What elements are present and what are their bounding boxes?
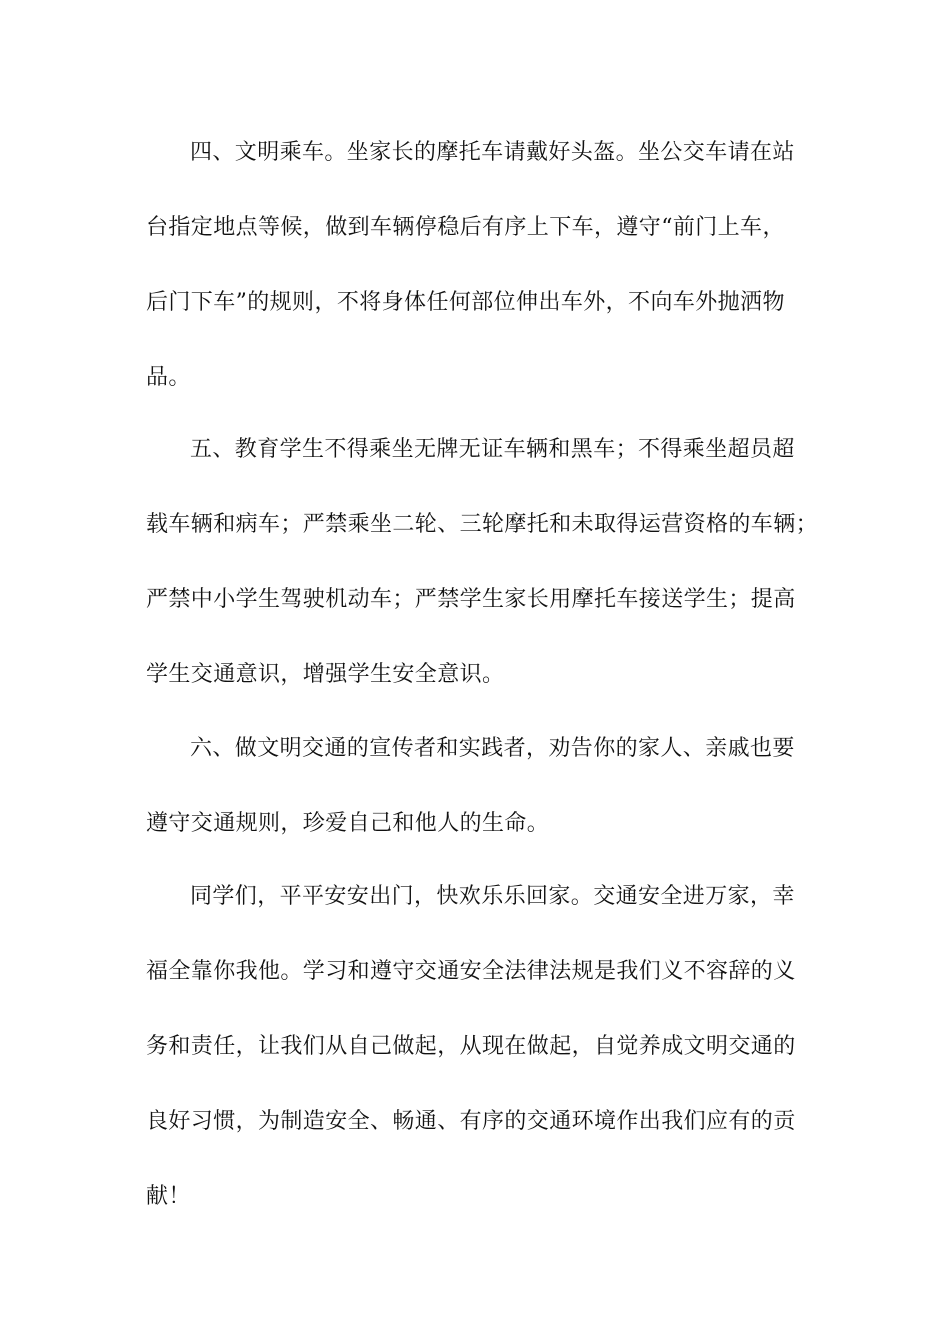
text-line: 学生交通意识，增强学生安全意识。 [146,662,505,687]
text-line: 载车辆和病车；严禁乘坐二轮、三轮摩托和未取得运营资格的车辆； [146,512,819,537]
text-line: 献！ [146,1184,191,1209]
text-line: 后门下车”的规则，不将身体任何部位伸出车外，不向车外抛洒物 [146,290,785,315]
text-line: 台指定地点等候，做到车辆停稳后有序上下车，遵守“前门上车， [146,215,785,240]
text-line: 品。 [146,365,191,390]
text-line: 五、教育学生不得乘坐无牌无证车辆和黑车；不得乘坐超员超 [190,437,795,462]
text-line: 同学们，平平安安出门，快欢乐乐回家。交通安全进万家，幸 [190,884,795,909]
text-line: 四、文明乘车。坐家长的摩托车请戴好头盔。坐公交车请在站 [190,140,795,165]
text-line: 严禁中小学生驾驶机动车；严禁学生家长用摩托车接送学生；提高 [146,587,796,612]
text-line: 务和责任，让我们从自己做起，从现在做起，自觉养成文明交通的 [146,1034,796,1059]
text-line: 六、做文明交通的宣传者和实践者，劝告你的家人、亲戚也要 [190,736,795,761]
text-line: 福全靠你我他。学习和遵守交通安全法律法规是我们义不容辞的义 [146,959,796,984]
text-line: 遵守交通规则，珍爱自己和他人的生命。 [146,811,550,836]
text-line: 良好习惯，为制造安全、畅通、有序的交通环境作出我们应有的贡 [146,1109,796,1134]
